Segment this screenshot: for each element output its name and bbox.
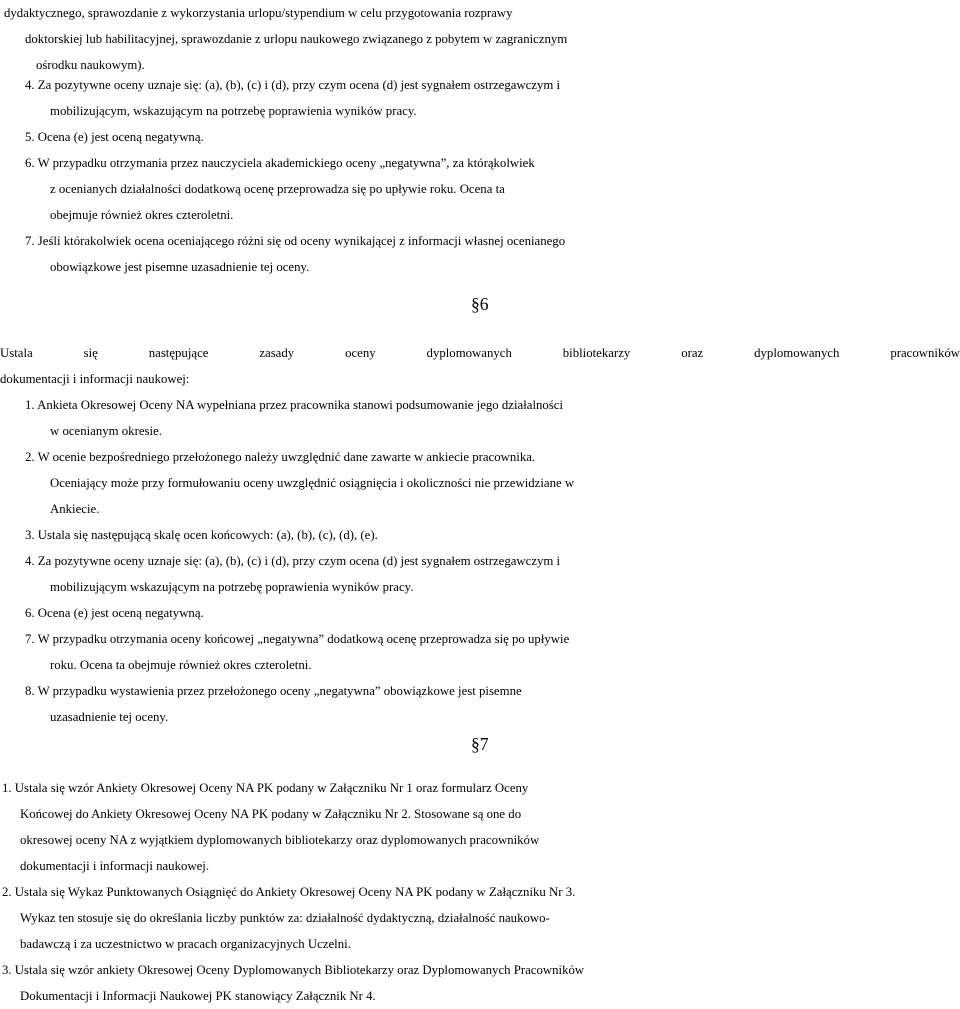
list-item-line: 1. Ustala się wzór Ankiety Okresowej Oceny NA PK podany w Załączniku Nr 1 oraz formularz Oceny (2, 781, 529, 795)
list-item-line: dokumentacji i informacji naukowej. (20, 859, 210, 873)
section7-body (0, 775, 960, 1009)
intro-paragraph (0, 0, 960, 78)
list-item-line: Końcowej do Ankiety Okresowej Oceny NA PK podany w Załączniku Nr 2. Stosowane są one do (20, 807, 522, 821)
list-item (0, 150, 960, 228)
section-heading: §6 (471, 294, 489, 314)
list-item-line: 1. Ankieta Okresowej Oceny NA wypełniana przez pracownika stanowi podsumowanie jego działalności (25, 398, 564, 412)
list-item-line: Oceniający może przy formułowaniu oceny uwzględnić osiągnięcia i okoliczności nie przewidziane w (50, 476, 575, 490)
list-item (0, 72, 960, 124)
list-item (0, 957, 960, 1009)
list-item-line: Wykaz ten stosuje się do określania liczby punktów za: działalność dydaktyczną, działalność naukowo- (20, 911, 550, 925)
list-item-line: 7. W przypadku otrzymania oceny końcowej „negatywna” dodatkową ocenę przeprowadza się po upływie (25, 632, 570, 646)
list-item-line: 6. W przypadku otrzymania przez nauczyciela akademickiego oceny „negatywna”, za którąkolwiek (25, 156, 535, 170)
list-item-line: mobilizującym wskazującym na potrzebę poprawienia wyników pracy. (50, 580, 414, 594)
list-item-line: w ocenianym okresie. (50, 424, 162, 438)
list-item (0, 600, 960, 626)
intro-line: dydaktycznego, sprawozdanie z wykorzystania urlopu/stypendium w celu przygotowania rozprawy (4, 6, 513, 20)
section5-list (0, 72, 960, 280)
intro-line: doktorskiej lub habilitacyjnej, sprawozdanie z urlopu naukowego związanego z pobytem w zagranicznym (25, 32, 568, 46)
list-item (0, 678, 960, 730)
list-item-line: 6. Ocena (e) jest oceną negatywną. (25, 606, 204, 620)
list-item-line: Ankiecie. (50, 502, 100, 516)
list-item-line: 5. Ocena (e) jest oceną negatywną. (25, 130, 204, 144)
list-item-line: 3. Ustala się następującą skalę ocen końcowych: (a), (b), (c), (d), (e). (25, 528, 378, 542)
list-item-line: uzasadnienie tej oceny. (50, 710, 169, 724)
list-item-line: mobilizującym, wskazującym na potrzebę poprawienia wyników pracy. (50, 104, 417, 118)
list-item (0, 879, 960, 957)
list-item-line: obejmuje również okres czteroletni. (50, 208, 234, 222)
list-item-line: 7. Jeśli którakolwiek ocena oceniającego różni się od oceny wynikającej z informacji własnej ocenianego (25, 234, 566, 248)
list-item (0, 392, 960, 444)
section-heading: §7 (471, 734, 489, 754)
list-item (0, 228, 960, 280)
list-item-line: 3. Ustala się wzór ankiety Okresowej Oceny Dyplomowanych Bibliotekarzy oraz Dyplomowanych Pracowników (2, 963, 585, 977)
list-item-line: z ocenianych działalności dodatkową ocenę przeprowadza się po upływie roku. Ocena ta (50, 182, 505, 196)
list-item-line: Dokumentacji i Informacji Naukowej PK stanowiący Załącznik Nr 4. (20, 989, 376, 1003)
list-item (0, 522, 960, 548)
list-item-line: 2. Ustala się Wykaz Punktowanych Osiągnięć do Ankiety Okresowej Oceny NA PK podany w Załączniku Nr 3. (2, 885, 576, 899)
list-item-line: 4. Za pozytywne oceny uznaje się: (a), (b), (c) i (d), przy czym ocena (d) jest sygnałem ostrzegawczym i (25, 78, 561, 92)
section6-intro-line: dokumentacji i informacji naukowej: (0, 372, 190, 386)
list-item-line: roku. Ocena ta obejmuje również okres czteroletni. (50, 658, 312, 672)
list-item (0, 626, 960, 678)
list-item (0, 124, 960, 150)
list-item-line: 2. W ocenie bezpośredniego przełożonego należy uwzględnić dane zawarte w ankiecie pracownika. (25, 450, 536, 464)
list-item (0, 444, 960, 522)
list-item-line: 4. Za pozytywne oceny uznaje się: (a), (b), (c) i (d), przy czym ocena (d) jest sygnałem ostrzegawczym i (25, 554, 561, 568)
list-item-line: 8. W przypadku wystawienia przez przełożonego oceny „negatywna” obowiązkowe jest pisemne (25, 684, 522, 698)
intro-line: ośrodku naukowym). (36, 58, 145, 72)
list-item-line: badawczą i za uczestnictwo w pracach organizacyjnych Uczelni. (20, 937, 351, 951)
section6-body (0, 340, 960, 730)
list-item (0, 775, 960, 879)
list-item-line: okresowej oceny NA z wyjątkiem dyplomowanych bibliotekarzy oraz dyplomowanych pracowników (20, 833, 540, 847)
list-item (0, 548, 960, 600)
section6-intro-line: Ustala się następujące zasady oceny dyplomowanych bibliotekarzy oraz dyplomowanych pracowników (0, 346, 960, 360)
list-item-line: obowiązkowe jest pisemne uzasadnienie tej oceny. (50, 260, 310, 274)
